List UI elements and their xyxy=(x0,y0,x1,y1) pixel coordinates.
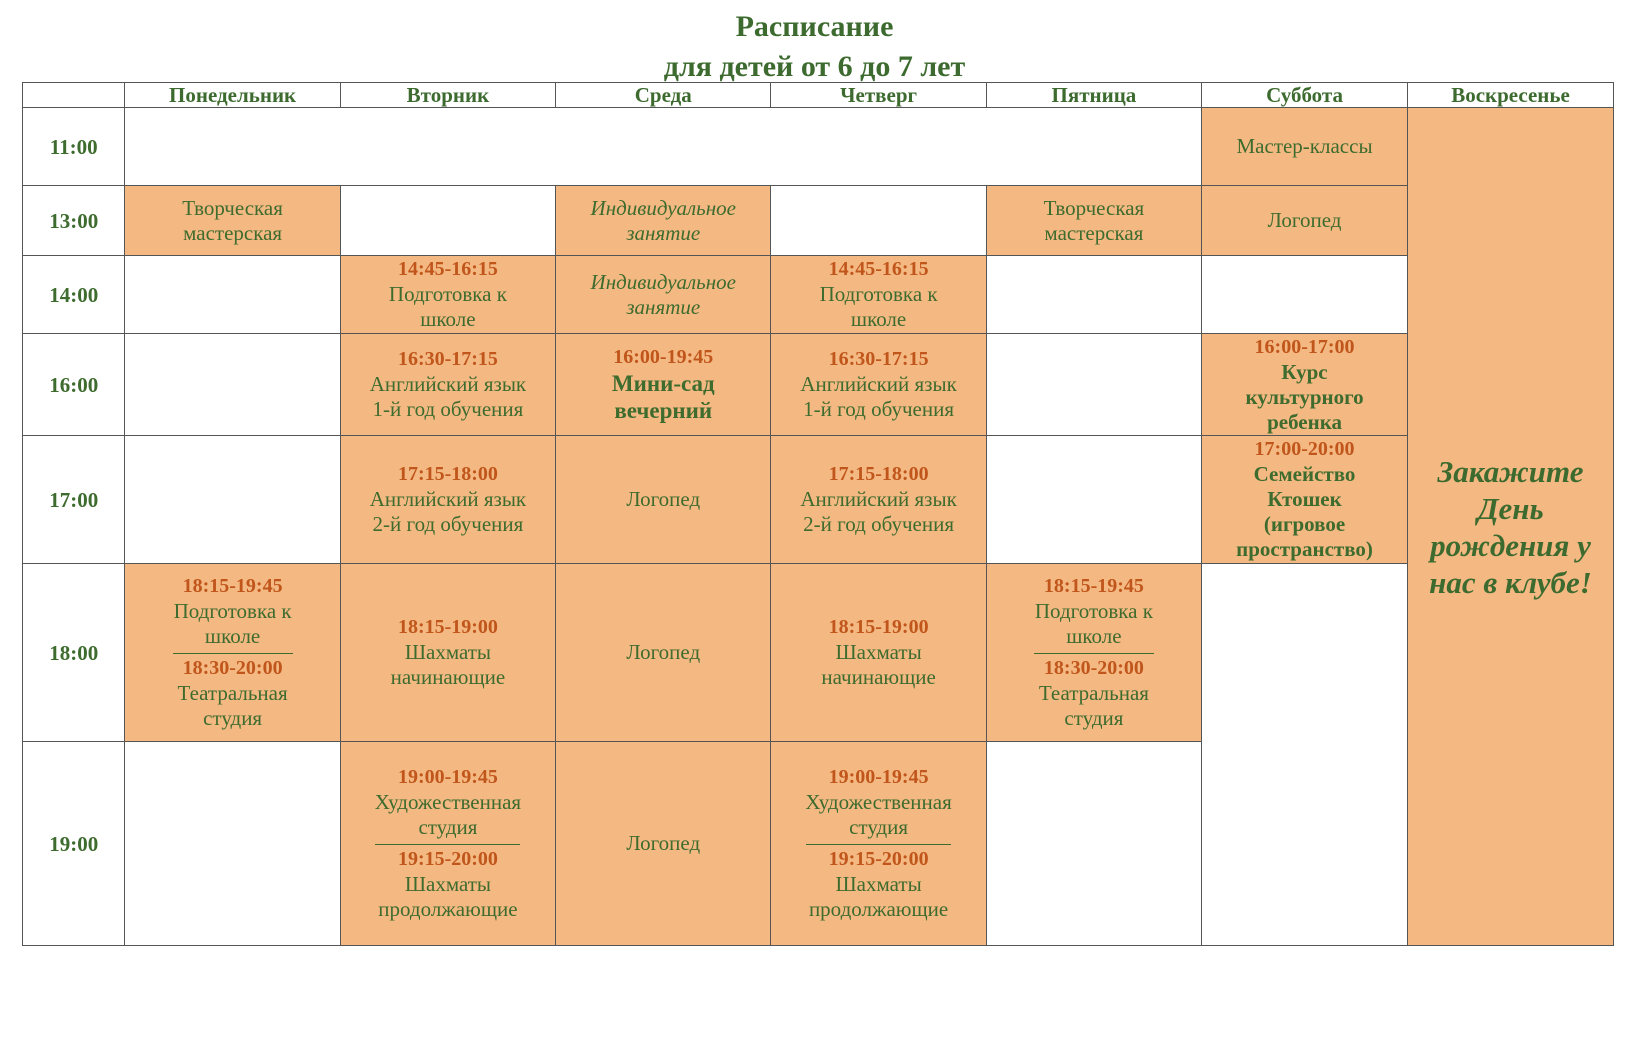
schedule-table xyxy=(22,82,1614,946)
class-cell: 18:15-19:45 Подготовка к школе 18:30-20:00 Театральная студия xyxy=(125,564,340,742)
header-row xyxy=(23,83,1614,108)
day-header-monday: Понедельник xyxy=(125,83,340,108)
row-1600 xyxy=(23,334,1614,436)
row-1800 xyxy=(23,564,1614,742)
class-cell: Логопед xyxy=(1202,186,1408,256)
time-label: 11:00 xyxy=(23,108,125,186)
class-cell: 19:00-19:45 Художественная студия 19:15-20:00 Шахматы продолжающие xyxy=(340,742,555,946)
empty-cell xyxy=(125,334,340,436)
day-header-sunday: Воскресенье xyxy=(1408,83,1614,108)
empty-cell xyxy=(1202,564,1408,946)
empty-cell xyxy=(125,256,340,334)
row-1700 xyxy=(23,436,1614,564)
class-cell: 18:15-19:00 Шахматы начинающие xyxy=(340,564,555,742)
row-1300 xyxy=(23,186,1614,256)
day-header-saturday: Суббота xyxy=(1202,83,1408,108)
class-cell: Индивидуальное занятие xyxy=(556,256,771,334)
class-cell: 18:15-19:00 Шахматы начинающие xyxy=(771,564,986,742)
class-cell: Логопед xyxy=(556,564,771,742)
row-1100 xyxy=(23,108,1614,186)
time-label: 18:00 xyxy=(23,564,125,742)
time-label: 17:00 xyxy=(23,436,125,564)
divider xyxy=(375,844,520,845)
class-cell: 16:00-19:45 Мини-сад вечерний xyxy=(556,334,771,436)
empty-cell xyxy=(986,256,1201,334)
empty-cell xyxy=(771,186,986,256)
day-header-friday: Пятница xyxy=(986,83,1201,108)
corner-cell xyxy=(23,83,125,108)
day-header-wednesday: Среда xyxy=(556,83,771,108)
class-cell: 17:15-18:00 Английский язык 2-й год обучения xyxy=(771,436,986,564)
class-cell: Логопед xyxy=(556,742,771,946)
empty-cell xyxy=(986,436,1201,564)
class-cell: Логопед xyxy=(556,436,771,564)
class-cell: Творческая мастерская xyxy=(986,186,1201,256)
empty-cell xyxy=(1202,256,1408,334)
empty-cell xyxy=(986,742,1201,946)
time-label: 14:00 xyxy=(23,256,125,334)
class-cell: Индивидуальное занятие xyxy=(556,186,771,256)
time-label: 16:00 xyxy=(23,334,125,436)
promo-text: Закажите День рождения у нас в клубе! xyxy=(1429,453,1592,600)
class-cell: 16:30-17:15 Английский язык 1-й год обучения xyxy=(771,334,986,436)
row-1400 xyxy=(23,256,1614,334)
class-cell: 19:00-19:45 Художественная студия 19:15-20:00 Шахматы продолжающие xyxy=(771,742,986,946)
empty-cell xyxy=(125,108,1202,186)
empty-cell xyxy=(125,742,340,946)
class-cell: 14:45-16:15 Подготовка к школе xyxy=(771,256,986,334)
time-label: 19:00 xyxy=(23,742,125,946)
class-name: Мастер-классы xyxy=(1236,134,1373,158)
sunday-promo-cell xyxy=(1408,108,1614,946)
time-label: 13:00 xyxy=(23,186,125,256)
class-cell: 16:00-17:00 Курс культурного ребенка xyxy=(1202,334,1408,436)
class-cell: 16:30-17:15 Английский язык 1-й год обучения xyxy=(340,334,555,436)
empty-cell xyxy=(986,334,1201,436)
class-cell: 17:00-20:00 Семейство Ктошек (игровое пространство) xyxy=(1202,436,1408,564)
divider xyxy=(1034,653,1154,654)
divider xyxy=(806,844,951,845)
page-subtitle: для детей от 6 до 7 лет xyxy=(663,50,966,83)
class-cell: 17:15-18:00 Английский язык 2-й год обучения xyxy=(340,436,555,564)
empty-cell xyxy=(125,436,340,564)
class-cell: Творческая мастерская xyxy=(125,186,340,256)
empty-cell xyxy=(340,186,555,256)
day-header-tuesday: Вторник xyxy=(340,83,555,108)
page-title: Расписание xyxy=(735,10,894,43)
class-cell: 18:15-19:45 Подготовка к школе 18:30-20:00 Театральная студия xyxy=(986,564,1201,742)
divider xyxy=(173,653,293,654)
class-cell xyxy=(1202,108,1408,186)
class-cell: 14:45-16:15 Подготовка к школе xyxy=(340,256,555,334)
day-header-thursday: Четверг xyxy=(771,83,986,108)
